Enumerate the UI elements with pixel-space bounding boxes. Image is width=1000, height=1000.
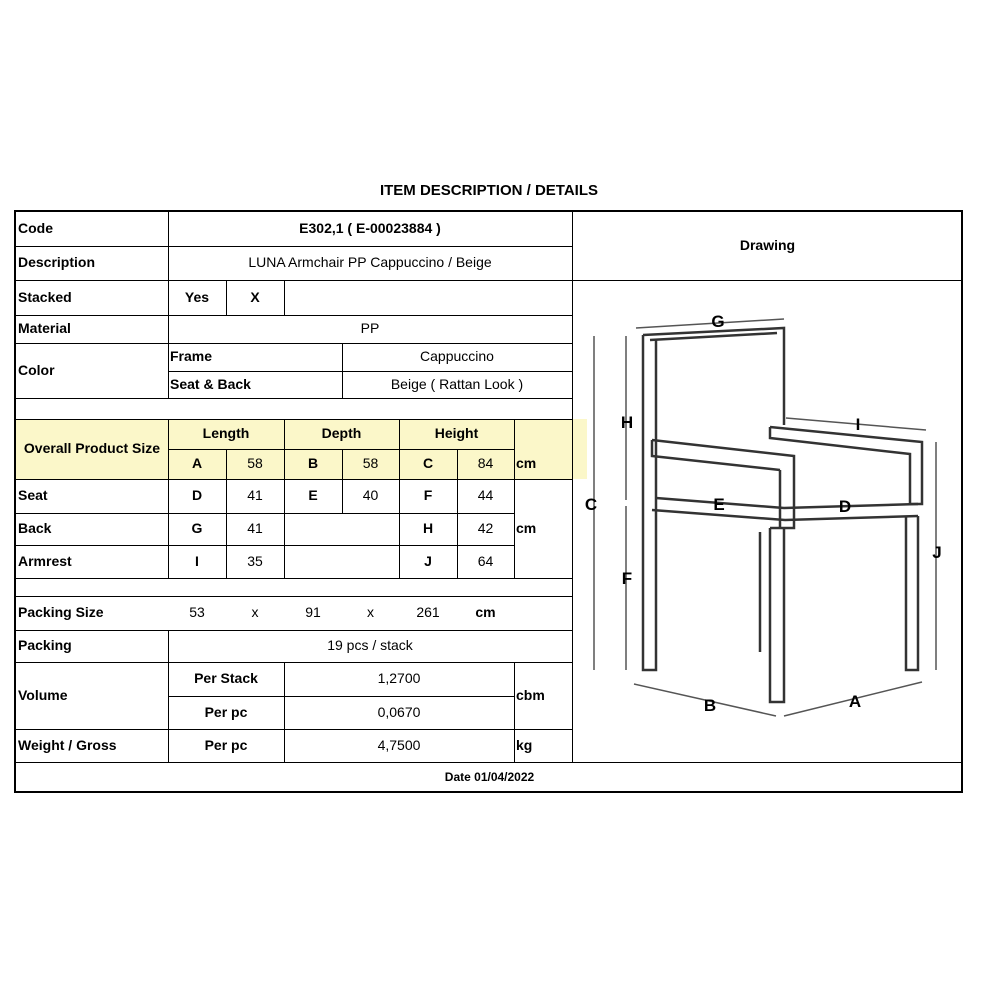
drawing-header: Drawing xyxy=(739,237,796,254)
per-pc-value: 0,0670 xyxy=(377,703,421,720)
material-value: PP xyxy=(360,320,380,337)
description-label: Description xyxy=(18,254,96,271)
dim-letter-b: B xyxy=(703,696,717,715)
dim-b-value: 58 xyxy=(362,455,379,472)
dim-c-letter: C xyxy=(422,455,434,472)
weight-unit: kg xyxy=(516,736,533,753)
dim-f-letter: F xyxy=(423,487,433,504)
dim-letter-f: F xyxy=(621,569,633,588)
dim-g-letter: G xyxy=(191,520,203,537)
stacked-mark: X xyxy=(250,288,260,305)
packing-size-3: 261 xyxy=(416,604,440,621)
dim-letter-i: I xyxy=(855,415,861,434)
stacked-yes: Yes xyxy=(184,288,210,305)
height-header: Height xyxy=(434,425,479,442)
volume-unit: cbm xyxy=(516,686,545,703)
back-label: Back xyxy=(18,520,52,537)
dim-letter-e: E xyxy=(713,495,725,514)
dim-g-value: 41 xyxy=(247,520,263,537)
packing-value: 19 pcs / stack xyxy=(327,637,413,654)
dim-h-value: 42 xyxy=(477,520,494,537)
depth-header: Depth xyxy=(321,425,362,442)
per-stack-label: Per Stack xyxy=(194,670,258,687)
dim-a-value: 58 xyxy=(247,455,263,472)
dim-letter-g: G xyxy=(711,312,725,331)
date-footer: Date 01/04/2022 xyxy=(444,769,535,784)
page-title: ITEM DESCRIPTION / DETAILS xyxy=(379,182,599,199)
chair-dimension-drawing xyxy=(570,270,962,760)
seat-back-label: Seat & Back xyxy=(170,375,251,392)
dim-f-value: 44 xyxy=(477,487,494,504)
overall-size-label: Overall Product Size xyxy=(23,440,161,457)
stacked-label: Stacked xyxy=(18,288,72,305)
dim-d-value: 41 xyxy=(247,487,263,504)
per-stack-value: 1,2700 xyxy=(377,670,421,687)
seat-label: Seat xyxy=(18,487,48,504)
weight-value: 4,7500 xyxy=(377,736,421,753)
dim-letter-a: A xyxy=(848,692,862,711)
dim-j-letter: J xyxy=(424,552,432,569)
dim-d-letter: D xyxy=(191,487,203,504)
chair-right-leg xyxy=(906,516,918,670)
material-label: Material xyxy=(18,320,71,337)
packing-size-x1: x xyxy=(251,604,259,621)
packing-label: Packing xyxy=(18,637,72,654)
dim-line-g xyxy=(636,319,784,328)
code-value: E302,1 ( E-00023884 ) xyxy=(299,220,441,237)
code-label: Code xyxy=(18,220,53,237)
packing-size-unit: cm xyxy=(475,604,496,621)
weight-per-pc-label: Per pc xyxy=(204,736,248,753)
volume-label: Volume xyxy=(18,686,68,703)
packing-size-x2: x xyxy=(367,604,374,621)
overall-header-fill xyxy=(514,419,574,449)
chair-back-left-leg xyxy=(643,335,656,670)
per-pc-label: Per pc xyxy=(204,703,248,720)
dim-letter-c: C xyxy=(584,495,598,514)
dim-e-value: 40 xyxy=(362,487,379,504)
overall-unit: cm xyxy=(516,455,537,472)
dim-i-letter: I xyxy=(195,552,199,569)
dim-i-value: 35 xyxy=(247,552,263,569)
packing-size-1: 53 xyxy=(189,604,205,621)
dim-a-letter: A xyxy=(191,455,203,472)
seat-back-value: Beige ( Rattan Look ) xyxy=(390,375,524,392)
dim-letter-d: D xyxy=(838,497,852,516)
dim-letter-j: J xyxy=(932,543,942,562)
dim-e-letter: E xyxy=(308,487,318,504)
frame-label: Frame xyxy=(170,348,213,365)
dim-letter-h: H xyxy=(620,413,634,432)
seat-back-armrest-unit: cm xyxy=(516,519,537,536)
armrest-label: Armrest xyxy=(18,552,72,569)
dim-c-value: 84 xyxy=(477,455,494,472)
packing-size-2: 91 xyxy=(305,604,321,621)
color-label: Color xyxy=(18,361,55,378)
packing-size-label: Packing Size xyxy=(18,604,104,621)
chair-front-leg xyxy=(770,528,784,702)
length-header: Length xyxy=(202,425,250,442)
frame-value: Cappuccino xyxy=(420,348,494,365)
weight-label: Weight / Gross xyxy=(18,736,117,753)
description-value: LUNA Armchair PP Cappuccino / Beige xyxy=(248,254,492,271)
chair-back-outline xyxy=(643,328,784,425)
dim-j-value: 64 xyxy=(477,552,494,569)
dim-h-letter: H xyxy=(422,520,434,537)
dim-b-letter: B xyxy=(307,455,319,472)
